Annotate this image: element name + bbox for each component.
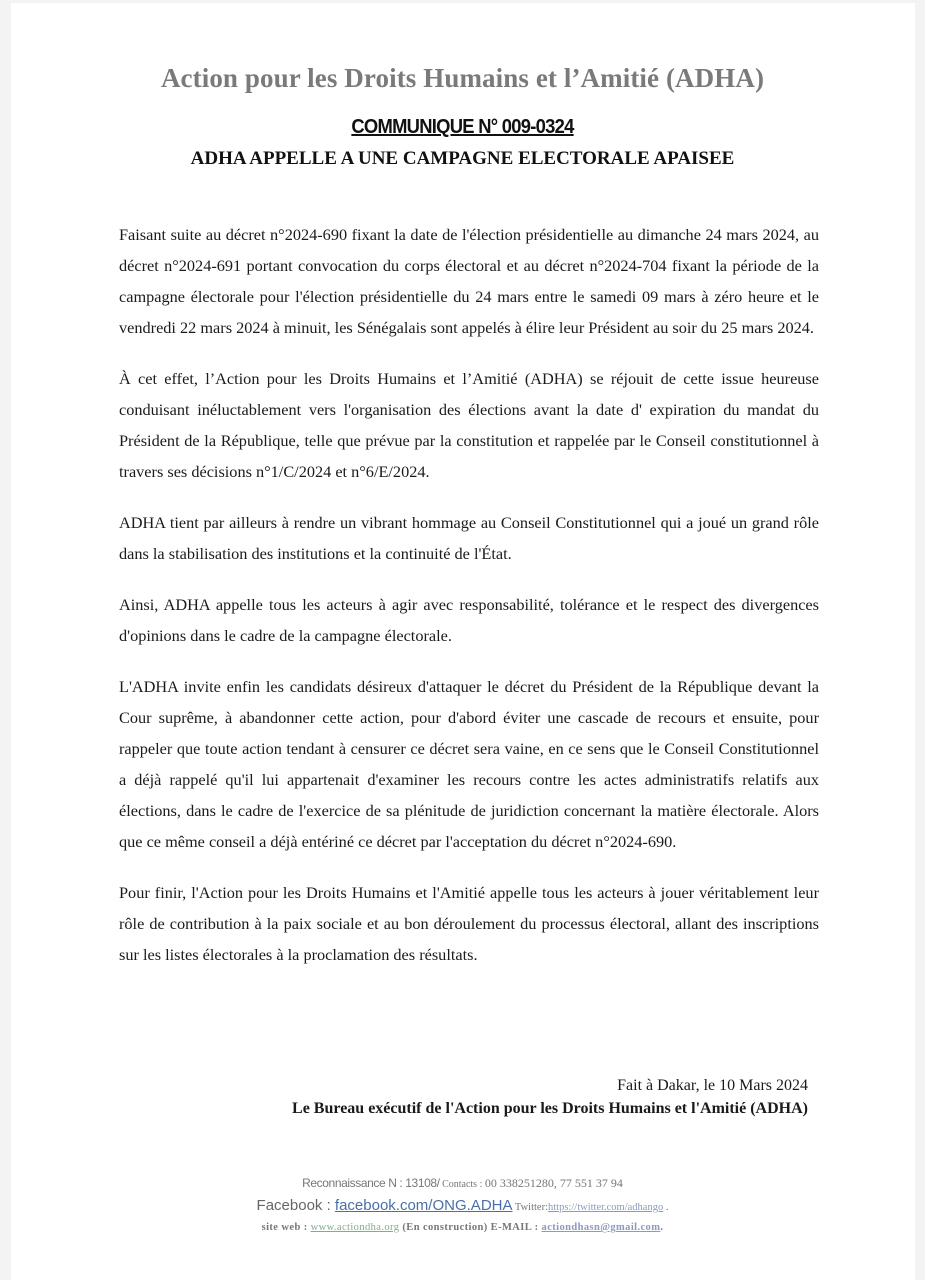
facebook-link[interactable]: facebook.com/ONG.ADHA	[334, 1197, 513, 1214]
paragraph-homage: ADHA tient par ailleurs à rendre un vibrant hommage au Conseil Constitutionnel qui a joué un grand rôle dans la stabilisation des institutions et la continuité de l'État.	[119, 513, 819, 563]
recognition-number: Reconnaissance N : 13108/	[302, 1176, 440, 1190]
paragraph-candidates: L'ADHA invite enfin les candidats désireux d'attaquer le décret du Président de la République devant la Cour suprême, à abandonner cette action, pour d'abord éviter une cascade de recours et ensuite, pour rappeler que toute action tendant à censurer ce décret sera vaine, en ce sens que le Conseil Constitutionnel a déjà rappelé qu'il lui appartenait d'examiner les recours contre les actes administratifs relatifs aux élections, dans le cadre de l'exercice de sa plénitude de juridiction concernant la matière électorale. Alors que ce même conseil a déjà entériné ce décret par l'acceptation du décret n°2024-690.	[119, 677, 819, 851]
facebook-label: Facebook :	[256, 1197, 335, 1214]
communique-number: COMMUNIQUE N° 009-0324	[351, 116, 574, 138]
website-link[interactable]: www.actiondha.org	[310, 1222, 400, 1233]
place-and-date: Fait à Dakar, le 10 Mars 2024	[617, 1077, 808, 1094]
twitter-label: Twitter:	[512, 1202, 549, 1213]
paragraph-conclusion: Pour finir, l'Action pour les Droits Humains et l'Amitié appelle tous les acteurs à jouer véritablement leur rôle de contribution à la paix sociale et au bon déroulement du processus électoral, allant des inscriptions sur les listes électorales à la proclamation des résultats.	[119, 883, 819, 964]
communique-body	[119, 219, 819, 990]
paragraph-decrees: Faisant suite au décret n°2024-690 fixant la date de l'élection présidentielle au dimanche 24 mars 2024, au décret n°2024-691 portant convocation du corps électoral et au décret n°2024-704 fixant la période de la campagne électorale pour l'élection présidentielle du 24 mars entre le samedi 09 mars à zéro heure et le vendredi 22 mars 2024 à minuit, les Sénégalais sont appelés à élire leur Président au soir du 25 mars 2024.	[119, 225, 819, 337]
contacts-label: Contacts :	[439, 1179, 485, 1190]
footer-social	[0, 1195, 925, 1219]
paragraph-call-responsibility: Ainsi, ADHA appelle tous les acteurs à agir avec responsabilité, tolérance et le respect des divergences d'opinions dans le cadre de la campagne électorale.	[119, 595, 819, 645]
email-link[interactable]: actiondhasn@gmail.com	[541, 1222, 661, 1233]
twitter-trail: .	[663, 1202, 669, 1213]
document-page	[11, 3, 915, 1280]
contacts-phone: 00 338251280, 77 551 37 94	[484, 1176, 623, 1190]
signature-block	[292, 1073, 808, 1120]
communique-headline: ADHA APPELLE A UNE CAMPAGNE ELECTORALE APAISEE	[190, 148, 735, 169]
paragraph-rejoicing: À cet effet, l’Action pour les Droits Humains et l’Amitié (ADHA) se réjouit de cette issue heureuse conduisant inéluctablement vers l'organisation des élections avant la date d' expiration du mandat du Président de la République, telle que prévue par la constitution et rappelée par le Conseil constitutionnel à travers ses décisions n°1/C/2024 et n°6/E/2024.	[119, 369, 819, 481]
footer-web-email	[0, 1219, 925, 1237]
twitter-link[interactable]: https://twitter.com/adhango	[548, 1202, 664, 1213]
website-note: (En construction) E-MAIL :	[399, 1222, 542, 1233]
signatory: Le Bureau exécutif de l'Action pour les Droits Humains et l'Amitié (ADHA)	[292, 1100, 808, 1117]
email-trail: .	[660, 1222, 664, 1233]
letterhead-footer	[0, 1173, 925, 1237]
footer-recognition-contacts	[0, 1173, 925, 1195]
organization-title: Action pour les Droits Humains et l’Amitié (ADHA)	[160, 63, 765, 93]
website-label: site web :	[261, 1222, 311, 1233]
